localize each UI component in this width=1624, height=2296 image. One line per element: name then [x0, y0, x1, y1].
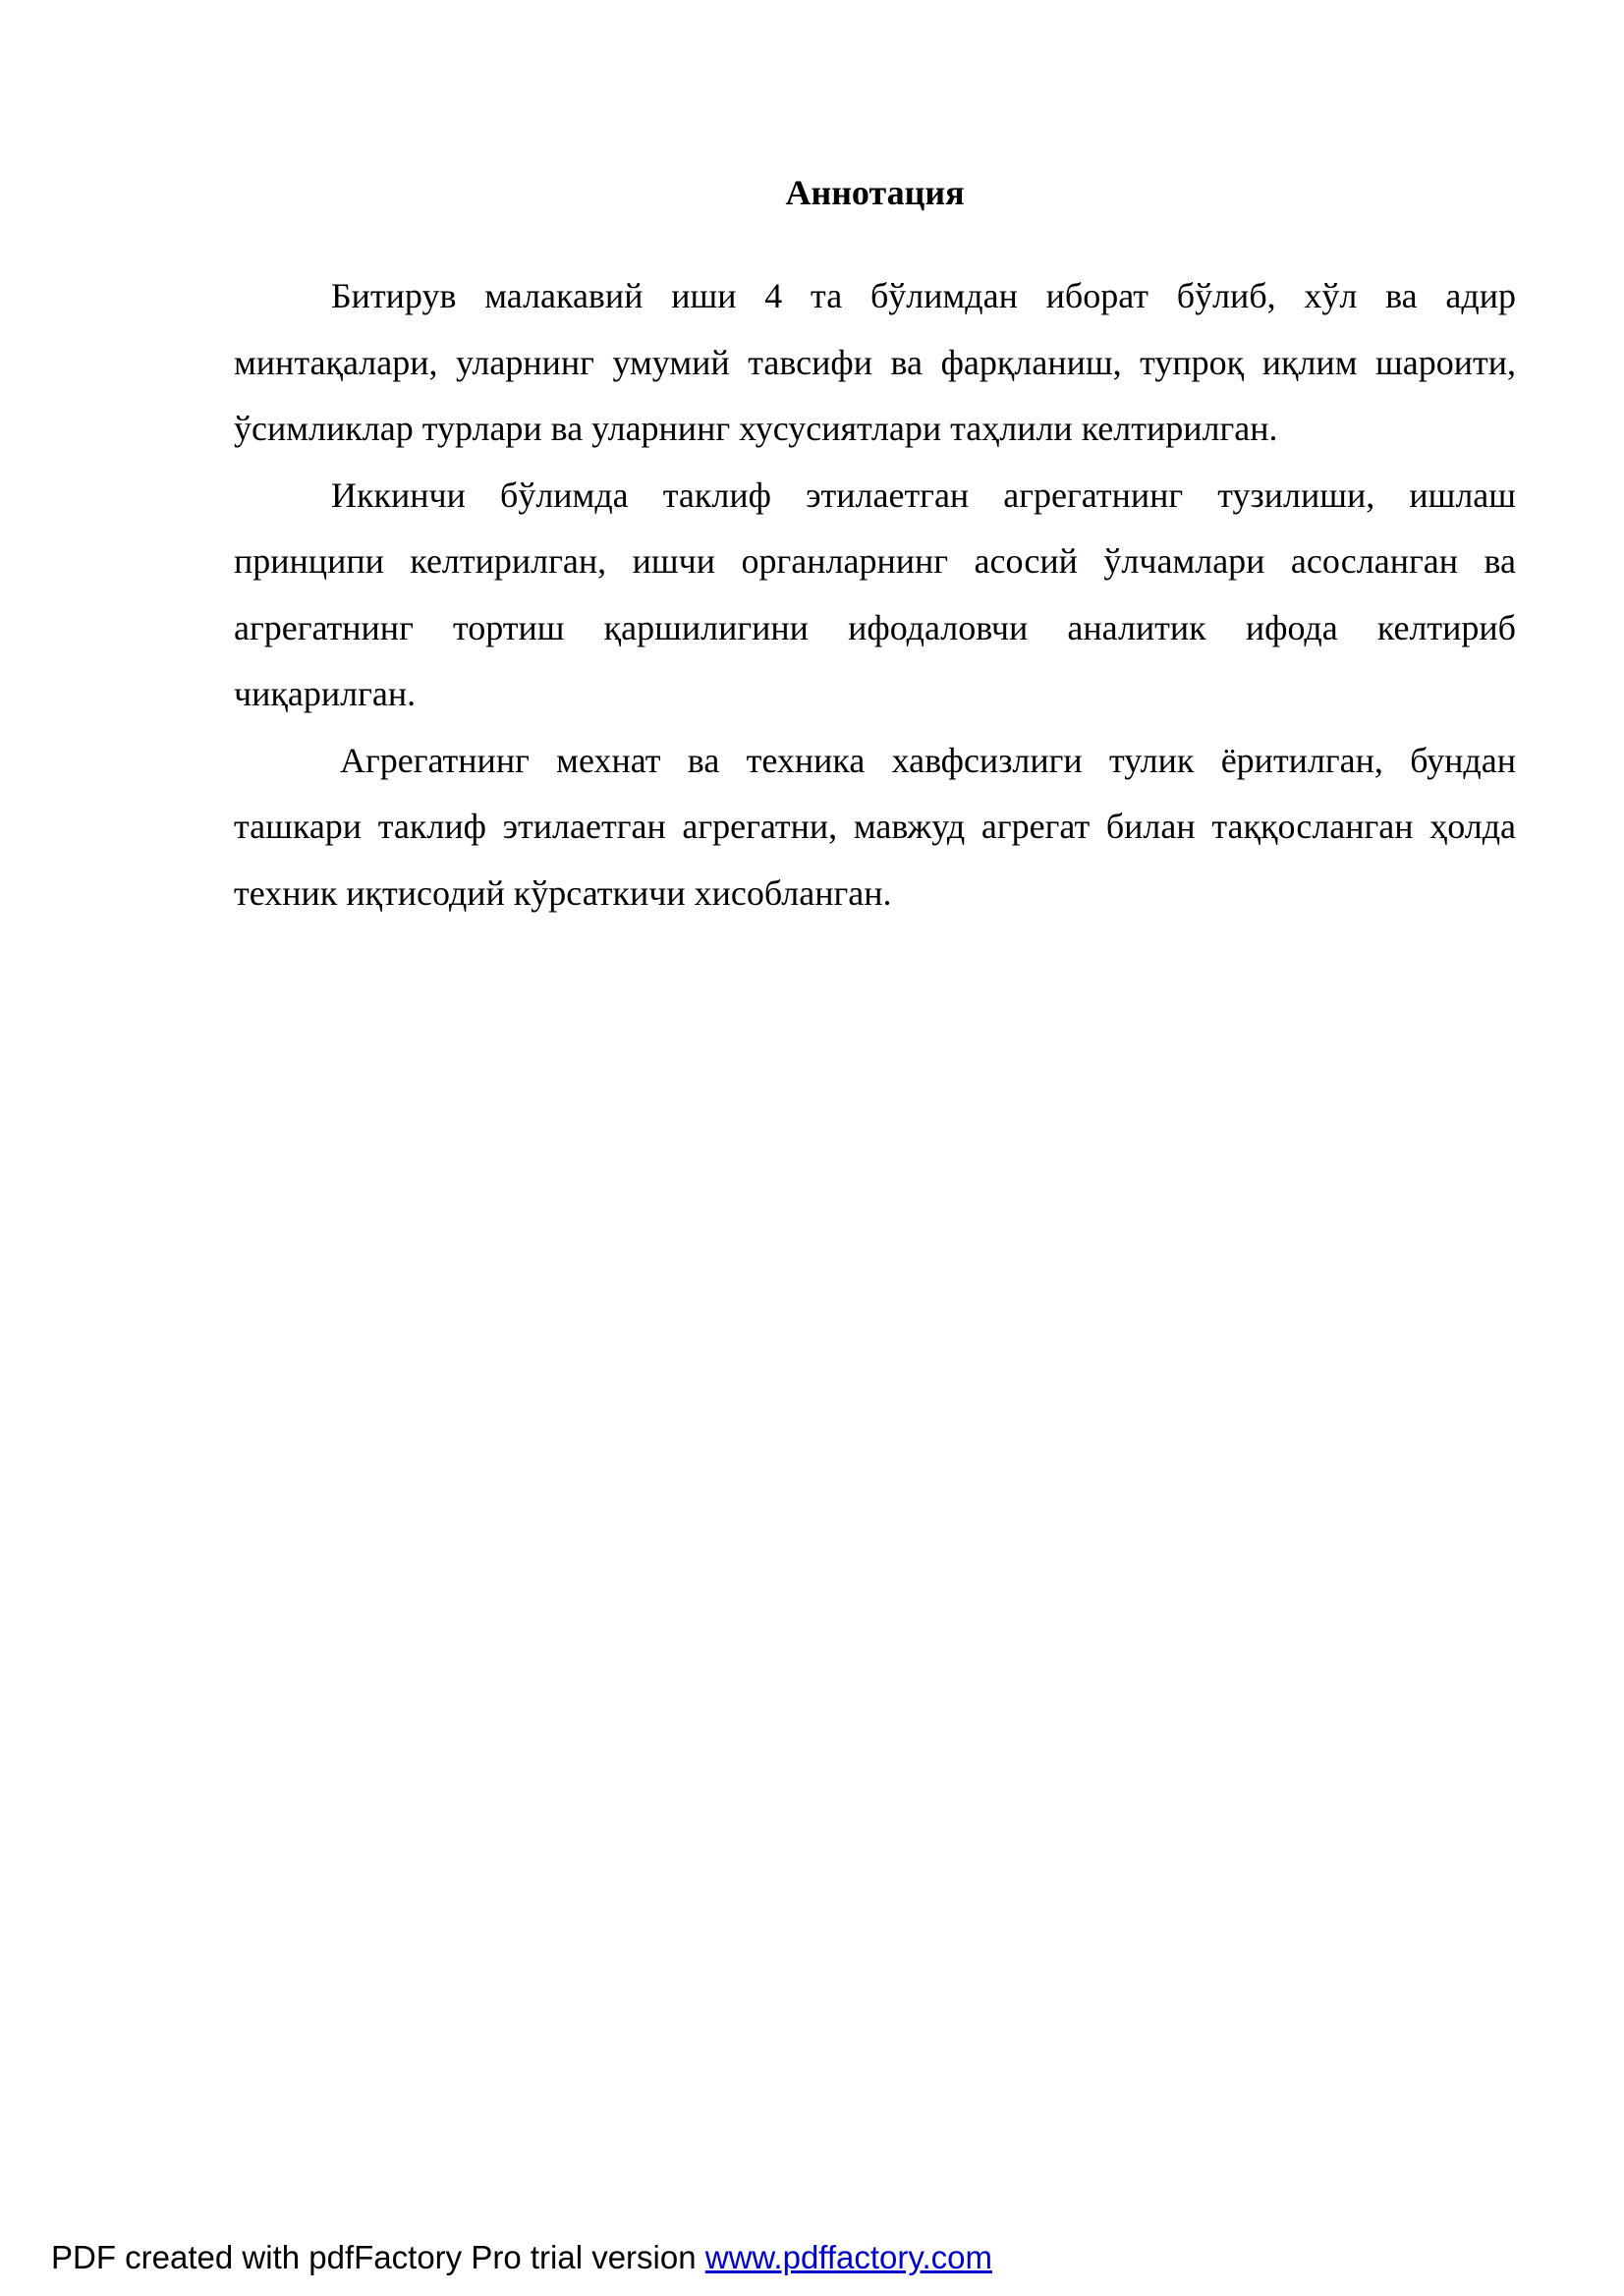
annotation-body	[234, 263, 1516, 926]
footer-text: PDF created with pdfFactory Pro trial version	[51, 2239, 705, 2275]
paragraph-2: Иккинчи бўлимда таклиф этилаетган агрегатнинг тузилиши, ишлаш принципи келтирилган, ишчи органларнинг асосий ўлчамлари асосланган ва агрегатнинг тортиш қаршилигини ифодаловчи аналитик ифода келтириб чиқарилган.	[234, 475, 1516, 713]
page-title: Аннотация	[785, 173, 965, 212]
footer-link[interactable]: www.pdffactory.com	[704, 2239, 992, 2275]
paragraph-1: Битирув малакавий иши 4 та бўлимдан иборат бўлиб, хўл ва адир минтақалари, уларнинг умумий тавсифи ва фарқланиш, тупроқ иқлим шароити, ўсимликлар турлари ва уларнинг хусусиятлари таҳлили келтирилган.	[234, 276, 1516, 448]
pdf-footer	[51, 2238, 992, 2277]
paragraph-3: Агрегатнинг мехнат ва техника хавфсизлиги тулик ёритилган, бундан ташкари таклиф этилаетган агрегатни, мавжуд агрегат билан таққосланган ҳолда техник иқтисодий кўрсаткичи хисобланган.	[234, 740, 1516, 913]
